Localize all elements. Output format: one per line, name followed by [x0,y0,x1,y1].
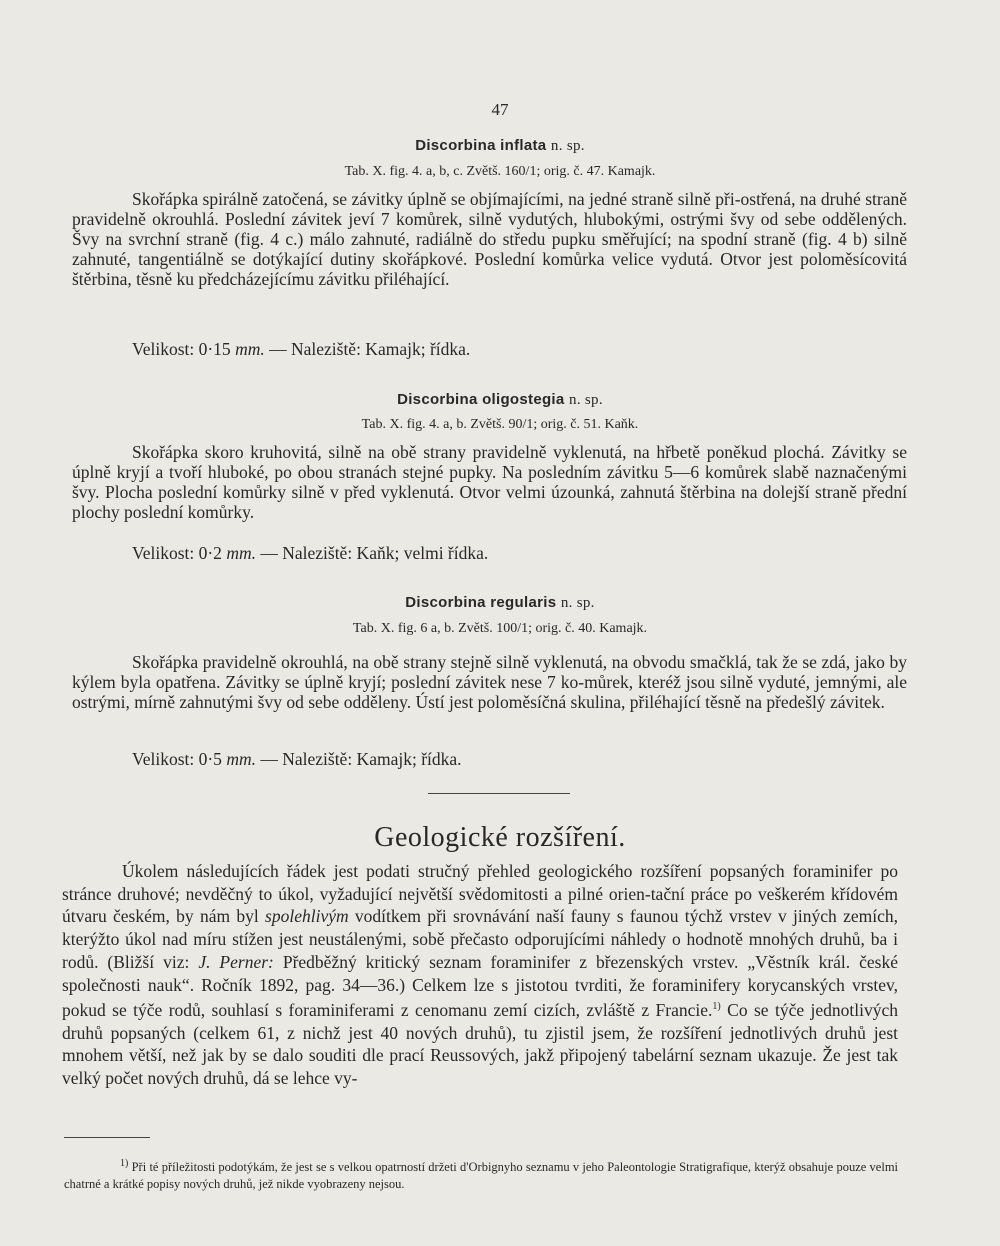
size-unit: mm. [226,543,256,563]
locality: — Naleziště: Kamajk; řídka. [269,339,471,359]
section-text-3: Předběžný kritický seznam foraminifer z březenských vrstev. „Věstník král. české společnosti nauk“. Ročník 1892, pag. 34—36.) Celkem lze s jistotou tvrditi, že foraminifery korycanských vrstev, pokud se týče rodů, souhlasí s foraminiferami z cenomanu zemí cizích, zvláště z Francie. [62,951,898,1021]
entry-body-regularis: Skořápka pravidelně okrouhlá, na obě strany stejně silně vyklenutá, na obvodu smačklá, tak že se zdá, jako by kýlem byla opatřena. Závitky se úplně kryjí; poslední závitek nese 7 ko-můrek, kteréž jsou silně vyduté, jemnými, ale ostrými, mírně zahnutými švy od sebe odděleny. Ústí jest poloměsíčná skulina, přiléhající těsně na předešlý závitek. [72,652,907,712]
footnote-ref[interactable]: 1) [712,1001,721,1013]
entry-ref-inflata: Tab. X. fig. 4. a, b, c. Zvětš. 160/1; orig. č. 47. Kamajk. [344,164,656,179]
species-status: n. sp. [569,392,603,408]
section-emphasis-1: spolehlivým [265,906,349,927]
entry-ref-regularis: Tab. X. fig. 6 a, b. Zvětš. 100/1; orig. č. 40. Kamajk. [352,621,648,636]
footnote [64,1155,898,1193]
size-value: Velikost: 0·2 [132,543,222,563]
species-name: Discorbina inflata [415,137,547,154]
size-line-oligostegia [132,543,488,564]
entry-body-oligostegia: Skořápka skoro kruhovitá, silně na obě strany pravidelně vyklenutá, na hřbetě poněkud plochá. Závitky se úplně kryjí a tvoří hluboké, po obou stranách stejné pupky. Na posledním závitku 5—6 komůrek slabě naznačenými švy. Plocha poslední komůrky silně v před vyklenutá. Otvor velmi úzounká, zahnutá štěrbina na dolejší straně přední plochy poslední komůrky. [72,442,907,522]
footnote-mark: 1) [120,1158,129,1169]
species-name: Discorbina regularis [405,594,557,611]
size-value: Velikost: 0·5 [132,749,222,769]
section-text-1: Úkolem následujících řádek jest podati stručný přehled geologického rozšíření popsaných foraminifer po stránce druhové; nevděčný to úkol, vyžadující největší svědomitosti a pilné orien-tační práce po veškerém křídovém útvaru českém, by nám byl [62,861,898,927]
locality: — Naleziště: Kamajk; řídka. [260,749,462,769]
locality: — Naleziště: Kaňk; velmi řídka. [260,543,489,563]
size-unit: mm. [235,339,265,359]
species-status: n. sp. [560,595,595,611]
entry-title-regularis [0,594,1000,612]
size-unit: mm. [226,749,256,769]
footnote-text: Při té příležitosti podotýkám, že jest se s velkou opatrností držeti d'Orbignyho seznamu v jeho Paleontologie Stratigrafique, kterýž obsahuje pouze velmi chatrné a krátké popisy nových druhů, jež nikde vyobrazeny nejsou. [64,1160,899,1192]
species-status: n. sp. [550,138,585,154]
size-line-inflata [132,339,470,360]
section-divider [428,793,570,794]
size-value: Velikost: 0·15 [132,339,231,359]
section-body [62,860,898,1090]
section-text-4: Co se týče jednotlivých druhů popsaných (celkem 61, z nichž jest 40 nových druhů), tu zjistil jsem, že rozšíření jednotlivých druhů jest mnohem větší, než jak by se dalo souditi dle prací Reussových, jakž připojený tabelární seznam ukazuje. Že jest tak velký počet nových druhů, dá se lehce vy- [62,1000,898,1089]
entry-ref-oligostegia: Tab. X. fig. 4. a, b. Zvětš. 90/1; orig. č. 51. Kaňk. [361,417,639,432]
entry-body-inflata: Skořápka spirálně zatočená, se závitky úplně se objímajícími, na jedné straně silně při-ostřená, na druhé straně pravidelně okrouhlá. Poslední závitek jeví 7 komůrek, silně vydutých, hlubokými, ostrými švy od sebe oddělených. Švy na svrchní straně (fig. 4 c.) málo zahnuté, radiálně do středu pupku směřující; na spodní straně (fig. 4 b) silně zahnuté, tangentiálně se dotýkající dutiny skořápkové. Poslední komůrka velice vydutá. Otvor jest poloměsícovitá štěrbina, těsně ku předcházejícímu závitku přiléhající. [72,189,907,289]
species-name: Discorbina oligostegia [397,391,565,408]
entry-title-oligostegia [0,391,1000,409]
section-text-2: vodítkem při srovnávání naší fauny s faunou týchž vrstev v jiných zemích, kterýžto úkol nad míru stížen jest neustálenými, sobě přečasto odporujícími náhledy o hodnotě mnohých druhů, ba i rodů. (Bližší viz: [62,906,898,972]
page-number: 47 [491,100,509,119]
section-title: Geologické rozšíření. [374,822,626,853]
size-line-regularis [132,749,462,770]
section-author-ref: J. Perner: [198,951,274,972]
footnote-rule [64,1137,150,1138]
entry-title-inflata [0,137,1000,155]
